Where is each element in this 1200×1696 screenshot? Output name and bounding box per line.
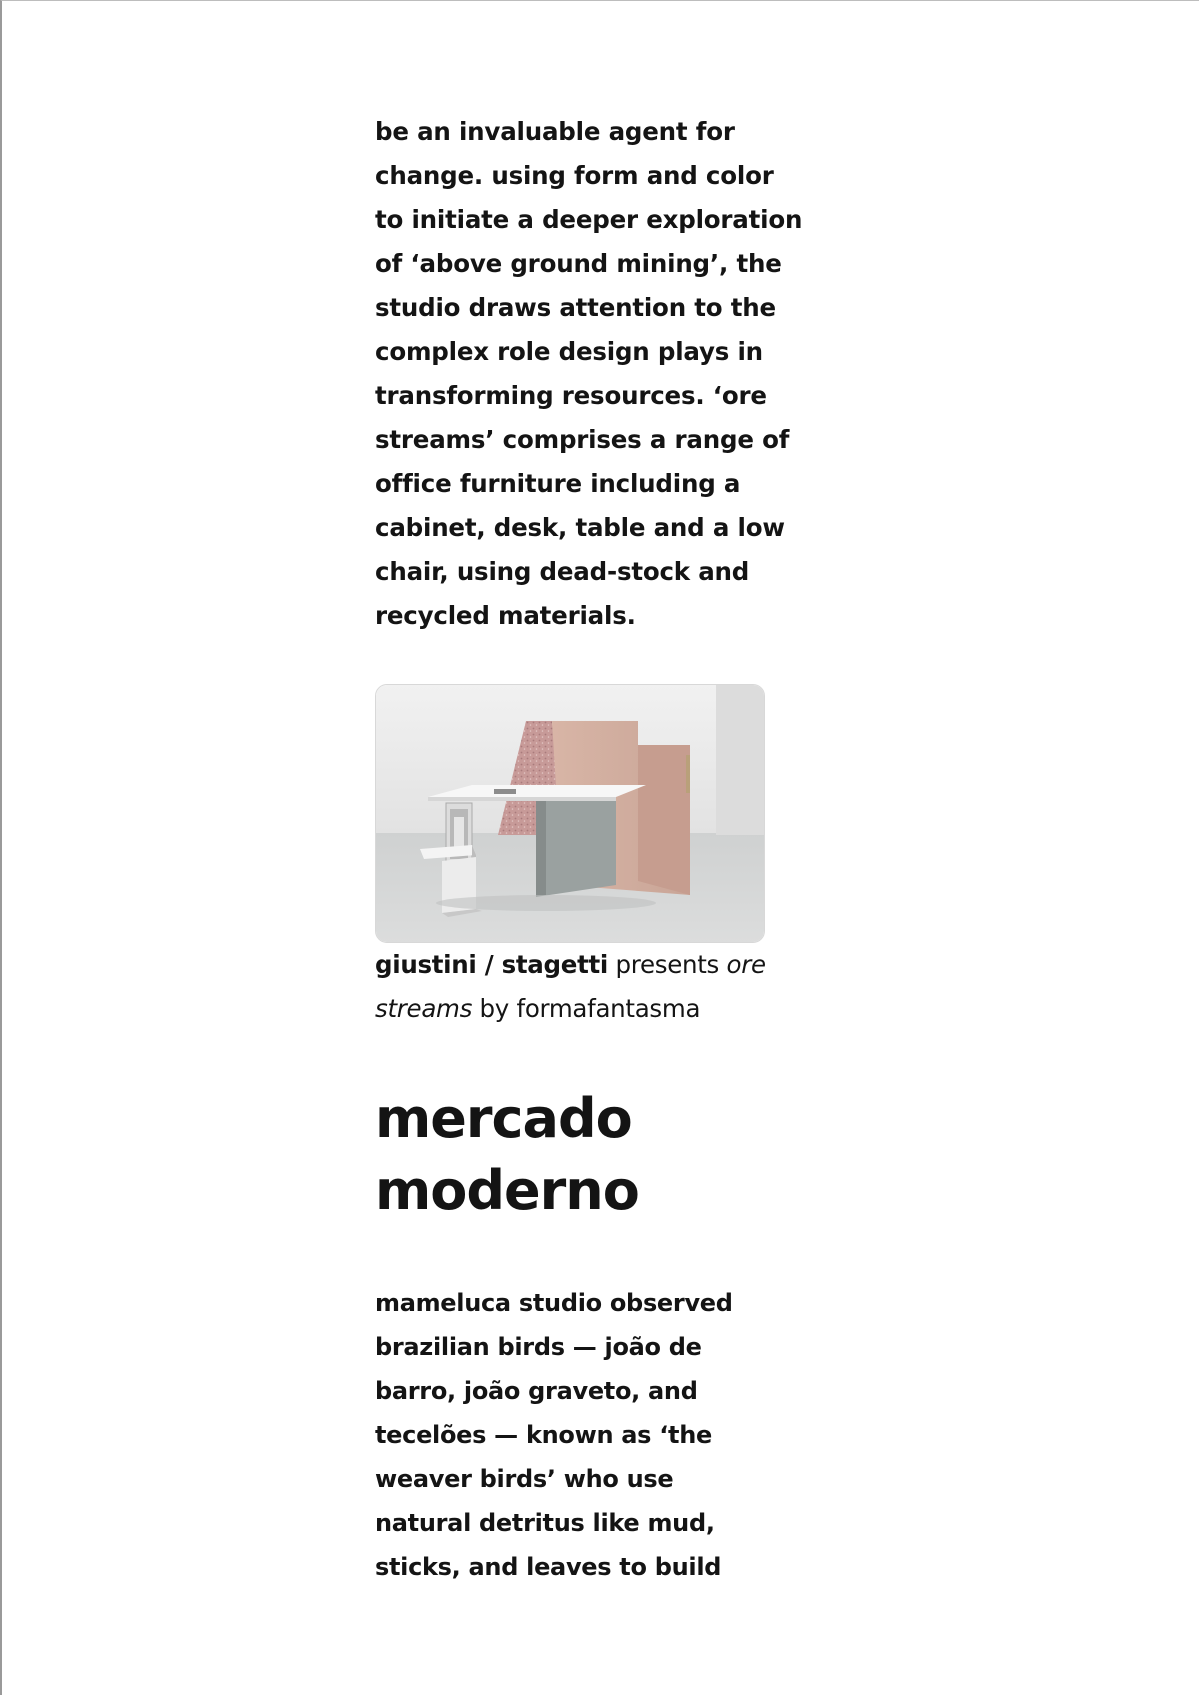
desk-illustration [376,685,765,943]
lead-line: brazilian birds — joão de [375,1333,702,1361]
paragraph-line: to initiate a deeper exploration [375,205,803,234]
lead-line: sticks, and leaves to build [375,1553,722,1581]
heading-line: moderno [375,1159,639,1222]
paragraph-line: recycled materials. [375,601,636,630]
article-column [375,110,803,1589]
caption-line [375,943,775,987]
furniture-photo[interactable] [375,684,765,943]
paragraph-line: cabinet, desk, table and a low [375,513,785,542]
photo-caption [375,943,775,1031]
paragraph-line: complex role design plays in [375,337,763,366]
lead-line: mameluca studio observed [375,1289,733,1317]
section-heading[interactable] [375,1083,775,1227]
caption-by: by formafantasma [472,994,701,1023]
lead-line: barro, joão graveto, and [375,1377,698,1405]
paragraph-line: of ‘above ground mining’, the [375,249,782,278]
lead-line: weaver birds’ who use [375,1465,674,1493]
lead-line: tecelões — known as ‘the [375,1421,712,1449]
paragraph-line: transforming resources. ‘ore [375,381,767,410]
paragraph-line: change. using form and color [375,161,774,190]
caption-title: ore [726,950,766,979]
heading-line: mercado [375,1087,632,1150]
paragraph-line: streams’ comprises a range of [375,425,790,454]
caption-presents: presents [608,950,727,979]
lead-line: natural detritus like mud, [375,1509,715,1537]
paragraph-line: chair, using dead-stock and [375,557,750,586]
paragraph-line: be an invaluable agent for [375,117,735,146]
paragraph-line: studio draws attention to the [375,293,776,322]
article-paragraph [375,110,803,638]
caption-line [375,987,775,1031]
lead-paragraph [375,1281,775,1589]
paragraph-line: office furniture including a [375,469,741,498]
caption-title: streams [375,994,473,1023]
caption-gallery[interactable]: giustini / stagetti [375,950,609,979]
